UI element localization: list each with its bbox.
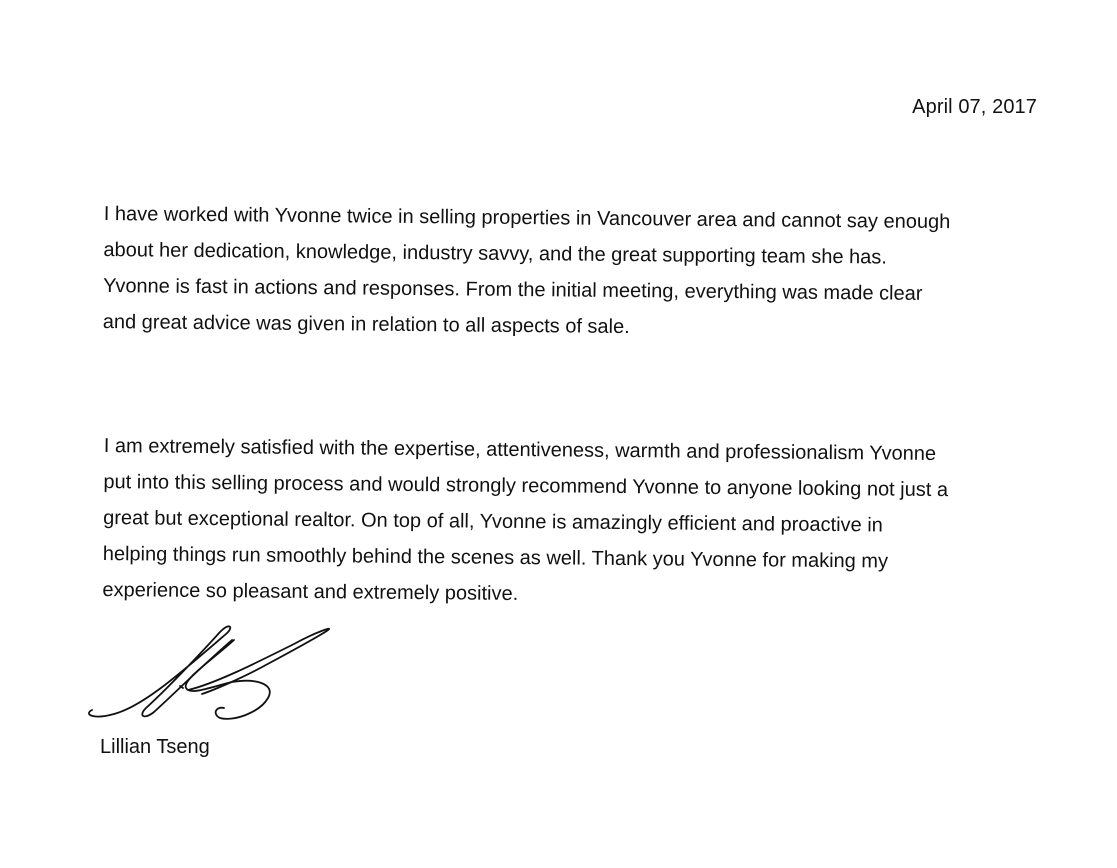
paragraph-line: helping things run smoothly behind the scenes as well. Thank you Yvonne for making my xyxy=(102,542,889,573)
handwritten-signature-icon xyxy=(84,618,334,730)
paragraph-line: great but exceptional realtor. On top of all, Yvonne is amazingly efficient and proactive in xyxy=(103,506,883,537)
paragraph-line: I am extremely satisfied with the expertise, attentiveness, warmth and professionalism Yvonne xyxy=(103,434,937,465)
paragraph-line: I have worked with Yvonne twice in selling properties in Vancouver area and cannot say enough xyxy=(103,202,951,234)
paragraph-line: put into this selling process and would strongly recommend Yvonne to anyone looking not just a xyxy=(103,470,949,502)
letter-paragraph-2 xyxy=(102,428,1044,617)
paragraph-line: about her dedication, knowledge, industry savvy, and the great supporting team she has. xyxy=(103,238,888,269)
letter-date: April 07, 2017 xyxy=(912,96,1037,118)
letter-paragraph-1 xyxy=(103,196,1044,349)
signer-name: Lillian Tseng xyxy=(100,736,210,758)
paragraph-line: and great advice was given in relation to all aspects of sale. xyxy=(102,310,630,339)
paragraph-line: Yvonne is fast in actions and responses. From the initial meeting, everything was made clear xyxy=(103,274,923,305)
paragraph-line: experience so pleasant and extremely positive. xyxy=(102,578,519,605)
